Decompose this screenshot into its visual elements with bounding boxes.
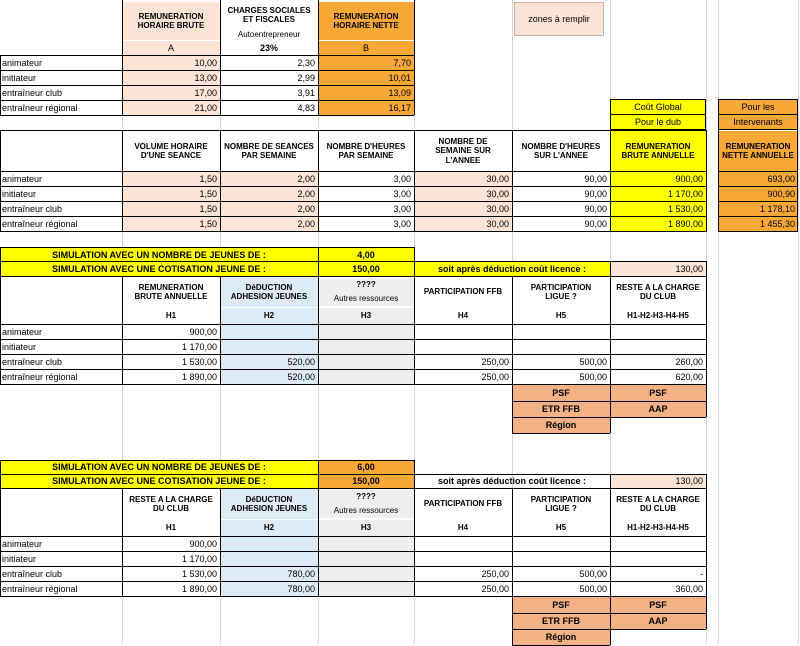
sim1-h6-cell: 260,00 — [675, 357, 703, 368]
border-line — [318, 488, 319, 597]
sim1-h4-cell: 250,00 — [481, 372, 509, 383]
border-line — [0, 276, 1, 385]
sim1-h3-cell — [318, 370, 414, 385]
sim2-h2-cell — [220, 537, 318, 552]
border-line — [718, 231, 798, 232]
sim1-h4-cell: 250,00 — [481, 357, 509, 368]
border-line — [610, 474, 611, 488]
sim1-h2-cell: 520,00 — [220, 370, 318, 385]
charge-rate: 23% — [259, 42, 278, 53]
sim1-header-h1: REMUNERATION BRUTE ANNUELLE — [134, 282, 208, 301]
sim2-header-h5: PARTICIPATION LIGUE ? — [530, 494, 592, 513]
sim1-row-label: initiateur — [2, 342, 37, 353]
annual-heures-an-cell: 90,00 — [584, 189, 607, 200]
sim2-apres-value: 130,00 — [610, 474, 706, 488]
sim1-cotis-value[interactable]: 150,00 — [318, 262, 414, 276]
sim1-h1-cell: 900,00 — [189, 327, 217, 338]
sim1-h6-cell — [610, 325, 706, 340]
sim2-code-h5: H5 — [555, 523, 567, 533]
annual-volume-cell[interactable]: 1,50 — [122, 202, 220, 217]
header-seances: NOMBRE DE SEANCES PAR SEMAINE — [224, 141, 314, 160]
border-line — [512, 488, 513, 597]
border-line — [718, 130, 719, 232]
annual-nette-cell: 1 178,10 — [718, 202, 798, 217]
sim2-h4-cell: 250,00 — [481, 584, 509, 595]
letter-b: B — [318, 41, 414, 55]
border-line — [220, 488, 221, 597]
sim1-h6-cell — [610, 340, 706, 355]
rate-charges-cell: 2,30 — [297, 58, 315, 69]
border-line — [414, 276, 415, 385]
border-line — [414, 0, 415, 115]
sim1-apres-label: soit après déduction coût licence : — [414, 262, 610, 276]
border-line — [512, 417, 706, 418]
border-line — [0, 130, 706, 131]
border-line — [122, 0, 123, 115]
sim2-h4-cell: 250,00 — [481, 569, 509, 580]
border-line — [512, 130, 513, 232]
sim2-jeunes-label: SIMULATION AVEC UN NOMBRE DE JEUNES DE : — [0, 460, 318, 474]
border-line — [122, 488, 123, 597]
sim1-note-aap: AAP — [610, 401, 706, 417]
border-line — [0, 130, 1, 232]
sim1-h5-cell: 500,00 — [579, 372, 607, 383]
sim2-h6-cell: 360,00 — [675, 584, 703, 595]
sim1-h2-cell — [220, 325, 318, 340]
header-brute-annuelle: REMUNERATION BRUTE ANNUELLE — [610, 131, 706, 171]
sim1-row-label: animateur — [2, 327, 43, 338]
sim1-code-h3: H3 — [318, 308, 414, 324]
sim1-apres-value: 130,00 — [610, 262, 706, 276]
header-volume: VOLUME HORAIRE D'UNE SEANCE — [134, 141, 208, 160]
annual-semaines-cell[interactable]: 30,00 — [414, 172, 512, 187]
club-cost-label-1: Coût Global — [610, 99, 706, 115]
sim2-note-region: Région — [512, 629, 610, 645]
sim1-header-h4: PARTICIPATION FFB — [423, 287, 503, 297]
sim1-note-psf-a: PSF — [512, 385, 610, 401]
annual-nette-cell: 693,00 — [718, 172, 798, 187]
annual-semaines-cell[interactable]: 30,00 — [414, 187, 512, 202]
sim1-jeunes-label: SIMULATION AVEC UN NOMBRE DE JEUNES DE : — [0, 248, 318, 262]
border-line — [0, 231, 706, 232]
sim2-code-h6: H1-H2-H3-H4-H5 — [627, 523, 689, 533]
rate-nette-cell: 7,70 — [318, 56, 414, 71]
border-line — [512, 597, 513, 645]
border-line — [512, 613, 706, 614]
annual-row-label: animateur — [2, 174, 43, 185]
border-line — [610, 488, 611, 597]
annual-semaines-cell[interactable]: 30,00 — [414, 202, 512, 217]
border-line — [220, 0, 221, 115]
border-line — [718, 171, 798, 172]
annual-row-label: entraîneur club — [2, 204, 63, 215]
sim1-note-psf-b: PSF — [610, 385, 706, 401]
sim2-header-h2: DéDUCTION ADHESION JEUNES — [220, 489, 318, 519]
border-line — [512, 401, 706, 402]
sim2-h4-cell — [414, 537, 512, 552]
sim1-code-h5: H5 — [555, 311, 567, 321]
border-line — [706, 261, 707, 277]
annual-semaines-cell[interactable]: 30,00 — [414, 217, 512, 232]
border-line — [706, 488, 707, 597]
sim2-h2-cell — [220, 552, 318, 567]
sim1-h2-cell — [220, 340, 318, 355]
sim2-code-h1: H1 — [165, 523, 177, 533]
annual-heures-sem-cell: 3,00 — [393, 219, 411, 230]
sim1-cotis-label: SIMULATION AVEC UNE COTISATION JEUNE DE : — [0, 262, 318, 276]
sim1-note-region: Région — [512, 417, 610, 433]
sim2-code-h4: H4 — [457, 523, 469, 533]
sim1-code-h4: H4 — [457, 311, 469, 321]
sim2-header-h6: RESTE A LA CHARGE DU CLUB — [616, 494, 700, 513]
border-line — [0, 55, 1, 115]
sim1-code-h1: H1 — [165, 311, 177, 321]
header-nette-horaire: REMUNERATION HORAIRE NETTE — [318, 2, 414, 40]
border-line — [706, 130, 707, 232]
border-line — [0, 474, 706, 475]
intervenants-label-1: Pour les — [718, 99, 798, 115]
sim2-h2-cell: 780,00 — [220, 582, 318, 597]
border-line — [318, 0, 319, 115]
annual-nette-cell: 1 455,30 — [718, 217, 798, 232]
sim1-h5-cell — [512, 325, 610, 340]
sim2-row-label: animateur — [2, 539, 43, 550]
sim1-row-label: entraîneur régional — [2, 372, 78, 383]
sim1-h3-cell — [318, 340, 414, 355]
sim1-h5-cell: 500,00 — [579, 357, 607, 368]
annual-row-label: entraîneur régional — [2, 219, 78, 230]
sim2-h5-cell — [512, 552, 610, 567]
header-brute-horaire: REMUNERATION HORAIRE BRUTE — [122, 2, 220, 40]
sim2-row-label: entraîneur régional — [2, 584, 78, 595]
annual-row-label: initiateur — [2, 189, 37, 200]
rate-brute-cell[interactable]: 17,00 — [122, 86, 220, 101]
sim2-note-psf-b: PSF — [610, 597, 706, 613]
sim2-h5-cell: 500,00 — [579, 584, 607, 595]
border-line — [0, 247, 414, 248]
border-line — [706, 597, 707, 629]
sim1-h4-cell — [414, 340, 512, 355]
intervenants-label-2: Intervenants — [718, 115, 798, 130]
border-line — [122, 276, 123, 385]
rate-nette-cell: 13,09 — [318, 86, 414, 101]
sim2-h5-cell: 500,00 — [579, 569, 607, 580]
border-line — [610, 385, 611, 433]
border-line — [0, 261, 706, 262]
annual-volume-cell[interactable]: 1,50 — [122, 217, 220, 232]
sim2-h6-cell — [610, 537, 706, 552]
border-line — [0, 115, 414, 116]
sim1-note-etr: ETR FFB — [512, 401, 610, 417]
border-line — [706, 474, 707, 488]
annual-volume-cell[interactable]: 1,50 — [122, 187, 220, 202]
sim2-h1-cell: 1 530,00 — [181, 569, 217, 580]
annual-seances-cell[interactable]: 2,00 — [220, 172, 318, 187]
rate-charges-cell: 3,91 — [297, 88, 315, 99]
sim1-row-label: entraîneur club — [2, 357, 63, 368]
sim1-header-h3-sub: Autres ressources — [318, 292, 414, 306]
sim1-h3-cell — [318, 325, 414, 340]
sim2-note-etr: ETR FFB — [512, 613, 610, 629]
sim1-h6-cell: 620,00 — [675, 372, 703, 383]
border-line — [0, 488, 1, 597]
header-heures-semaine: NOMBRE D'HEURES PAR SEMAINE — [326, 141, 406, 160]
annual-heures-sem-cell: 3,00 — [393, 189, 411, 200]
header-charges: CHARGES SOCIALES ET FISCALES — [227, 5, 311, 24]
sim2-h6-cell — [610, 552, 706, 567]
sim1-h5-cell — [512, 340, 610, 355]
sim2-cotis-label: SIMULATION AVEC UNE COTISATION JEUNE DE : — [0, 474, 318, 488]
sim1-jeunes-value[interactable]: 4,00 — [318, 248, 414, 262]
header-nette-annuelle: REMUNERATION NETTE ANNUELLE — [718, 131, 798, 171]
border-line — [220, 276, 221, 385]
annual-volume-cell[interactable]: 1,50 — [122, 172, 220, 187]
annual-brute-cell: 1 890,00 — [610, 217, 706, 232]
header-charges-sub: Autoentrepreneur — [237, 29, 301, 39]
sim2-row-label: initiateur — [2, 554, 37, 565]
sim2-h1-cell: 1 170,00 — [181, 554, 217, 565]
sim2-h4-cell — [414, 552, 512, 567]
border-line — [220, 130, 221, 232]
rate-charges-cell: 4,83 — [297, 103, 315, 114]
club-cost-label-2: Pour le dub — [610, 115, 706, 130]
rate-row-label: initiateur — [2, 73, 37, 84]
annual-heures-sem-cell: 3,00 — [393, 204, 411, 215]
border-line — [610, 130, 611, 232]
sim1-h1-cell: 1 170,00 — [181, 342, 217, 353]
rate-nette-cell: 16,17 — [318, 101, 414, 116]
sim1-h1-cell: 1 890,00 — [181, 372, 217, 383]
sim2-cotis-value[interactable]: 150,00 — [318, 474, 414, 488]
rate-brute-cell[interactable]: 13,00 — [122, 71, 220, 86]
sim1-h2-cell: 520,00 — [220, 355, 318, 370]
border-line — [512, 433, 610, 434]
sim1-h1-cell: 1 530,00 — [181, 357, 217, 368]
sim2-header-h3-sub: Autres ressources — [318, 504, 414, 518]
letter-a: A — [122, 41, 220, 55]
sim2-header-h4: PARTICIPATION FFB — [423, 499, 503, 509]
annual-brute-cell: 1 530,00 — [610, 202, 706, 217]
border-line — [414, 130, 415, 232]
rate-row-label: animateur — [2, 58, 43, 69]
border-line — [0, 460, 1, 488]
sim1-h3-cell — [318, 355, 414, 370]
sim1-code-h2: H2 — [220, 308, 318, 324]
sim2-h1-cell: 900,00 — [189, 539, 217, 550]
annual-seances-cell[interactable]: 2,00 — [220, 202, 318, 217]
sim2-h3-cell — [318, 552, 414, 567]
border-line — [318, 130, 319, 232]
sim2-code-h3: H3 — [318, 520, 414, 536]
border-line — [318, 276, 319, 385]
annual-seances-cell[interactable]: 2,00 — [220, 217, 318, 232]
sim1-header-h5: PARTICIPATION LIGUE ? — [530, 282, 592, 301]
border-line — [318, 460, 319, 488]
rate-brute-cell[interactable]: 21,00 — [122, 101, 220, 116]
sim2-h3-cell — [318, 582, 414, 597]
annual-brute-cell: 1 170,00 — [610, 187, 706, 202]
header-heures-annee: NOMBRE D'HEURES SUR L'ANNEE — [521, 141, 601, 160]
sim2-code-h2: H2 — [220, 520, 318, 536]
border-line — [610, 261, 611, 277]
sim2-h5-cell — [512, 537, 610, 552]
border-line — [610, 276, 611, 385]
sim1-header-h3: ???? — [318, 278, 414, 292]
sim2-h3-cell — [318, 567, 414, 582]
sim1-code-h6: H1-H2-H3-H4-H5 — [627, 311, 689, 321]
annual-heures-an-cell: 90,00 — [584, 174, 607, 185]
border-line — [610, 597, 611, 645]
rate-charges-cell: 2,99 — [297, 73, 315, 84]
sim1-header-h6: RESTE A LA CHARGE DU CLUB — [616, 282, 700, 301]
annual-heures-an-cell: 90,00 — [584, 204, 607, 215]
sim1-header-h2: DéDUCTION ADHESION JEUNES — [220, 277, 318, 307]
sim2-h3-cell — [318, 537, 414, 552]
border-line — [512, 276, 513, 385]
border-line — [0, 247, 1, 277]
annual-seances-cell[interactable]: 2,00 — [220, 187, 318, 202]
sim2-row-label: entraîneur club — [2, 569, 63, 580]
sim2-header-h3: ???? — [318, 490, 414, 504]
sim2-header-h1: RESTE A LA CHARGE DU CLUB — [129, 494, 213, 513]
border-line — [414, 247, 415, 277]
annual-brute-cell: 900,00 — [610, 172, 706, 187]
sim2-h1-cell: 1 890,00 — [181, 584, 217, 595]
header-semaines: NOMBRE DE SEMAINE SUR L'ANNEE — [435, 137, 491, 165]
border-line — [122, 130, 123, 232]
border-line — [414, 460, 415, 488]
border-line — [512, 629, 706, 630]
legend-zones-a-remplir: zones à remplir — [514, 2, 604, 36]
border-line — [706, 385, 707, 417]
rate-row-label: entraîneur club — [2, 88, 63, 99]
annual-heures-an-cell: 90,00 — [584, 219, 607, 230]
rate-row-label: entraîneur régional — [2, 103, 78, 114]
sim2-jeunes-value[interactable]: 6,00 — [318, 460, 414, 474]
rate-nette-cell: 10,01 — [318, 71, 414, 86]
sim1-h4-cell — [414, 325, 512, 340]
annual-nette-cell: 900,90 — [718, 187, 798, 202]
sim2-h6-cell: - — [700, 569, 703, 580]
border-line — [318, 247, 319, 277]
sim2-apres-label: soit après déduction coût licence : — [437, 475, 587, 486]
border-line — [706, 276, 707, 385]
rate-brute-cell[interactable]: 10,00 — [122, 56, 220, 71]
border-line — [414, 488, 415, 597]
annual-heures-sem-cell: 3,00 — [393, 174, 411, 185]
border-line — [0, 460, 414, 461]
sim2-h2-cell: 780,00 — [220, 567, 318, 582]
sim2-note-psf-a: PSF — [512, 597, 610, 613]
sim2-note-aap: AAP — [610, 613, 706, 629]
border-line — [512, 385, 513, 433]
border-line — [797, 130, 798, 232]
